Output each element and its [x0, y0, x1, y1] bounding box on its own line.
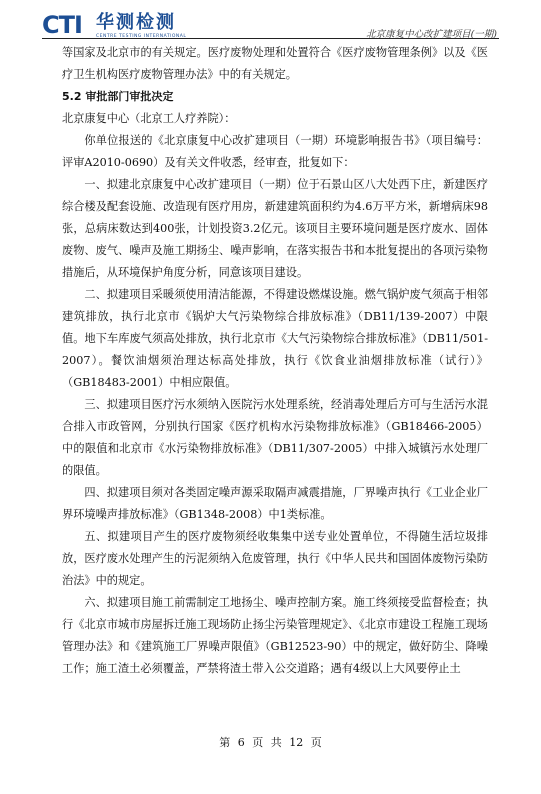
page-header [0, 0, 541, 44]
page-label: 第 [219, 736, 231, 749]
addressee: 北京康复中心（北京工人疗养院）： [62, 112, 236, 125]
logo-cti-text: CTI [42, 11, 82, 39]
header-divider [42, 38, 499, 39]
document-title: 北京康复中心改扩建项目(一期) [366, 29, 497, 40]
page-total: 12 [289, 736, 304, 749]
page-label: 页 [310, 736, 322, 749]
paragraph-item-4: 四、拟建项目须对各类固定噪声源采取隔声减震措施，厂界噪声执行《工业企业厂界环境噪声排放标准》（GB1348-2008）中1类标准。 [62, 486, 488, 521]
page-body [62, 42, 488, 680]
logo-chinese-name: 华测检测 [96, 12, 176, 33]
paragraph-item-2: 二、拟建项目采暖须使用清洁能源，不得建设燃煤设施。燃气锅炉废气须高于相邻建筑排放，执行北京市《锅炉大气污染物综合排放标准》（DB11/139-2007）中限值。地下车库废气须高处排放，执行北京市《大气污染物综合排放标准》（DB11/501-2007）。餐饮油烟须治理达标高处排放，执行《饮食业油烟排放标准（试行）》（GB18483-2001）中相应限值。 [62, 288, 488, 389]
paragraph-intro: 你单位报送的《北京康复中心改扩建项目（一期）环境影响报告书》（项目编号：评审A2010-0690）及有关文件收悉，经审查，批复如下： [62, 134, 488, 169]
paragraph-item-1: 一、拟建北京康复中心改扩建项目（一期）位于石景山区八大处西下庄，新建医疗综合楼及配套设施、改造现有医疗用房，新建建筑面积约为4.6万平方米，新增病床98张，总病床数达到400张，计划投资3.2亿元。该项目主要环境问题是医疗废水、固体废物、废气、噪声及施工期扬尘、噪声影响，在落实报告书和本批复提出的各项污染物措施后，从环境保护角度分析，同意该项目建设。 [62, 178, 488, 279]
section-heading: 5.2 审批部门审批决定 [62, 90, 174, 103]
logo-wordmark [96, 13, 186, 39]
logo-english-name: CENTRE TESTING INTERNATIONAL [96, 34, 187, 39]
page-footer [0, 734, 541, 750]
page-label: 页 [252, 736, 264, 749]
paragraph-item-6: 六、拟建项目施工前需制定工地扬尘、噪声控制方案。施工终须接受监督检查；执行《北京市城市房屋拆迁施工现场防止扬尘污染管理规定》、《北京市建设工程施工现场管理办法》和《建筑施工厂界噪声限值》（GB12523-90）中的规定，做好防尘、降噪工作；施工渣土必须覆盖，严禁将渣土带入公交道路；遇有4级以上大风要停止土 [62, 596, 488, 675]
page-current: 6 [237, 736, 245, 749]
paragraph-continued: 等国家及北京市的有关规定。医疗废物处理和处置符合《医疗废物管理条例》以及《医疗卫生机构医疗废物管理办法》中的有关规定。 [62, 46, 488, 81]
page-label: 共 [270, 736, 282, 749]
paragraph-item-3: 三、拟建项目医疗污水须纳入医院污水处理系统，经消毒处理后方可与生活污水混合排入市政管网，分别执行国家《医疗机构水污染物排放标准》（GB18466-2005）中的限值和北京市《水污染物排放标准》（DB11/307-2005）中排入城镇污水处理厂的限值。 [62, 398, 488, 477]
paragraph-item-5: 五、拟建项目产生的医疗废物须经收集集中送专业处置单位，不得随生活垃圾排放，医疗废水处理产生的污泥须纳入危废管理，执行《中华人民共和国固体废物污染防治法》中的规定。 [62, 530, 488, 587]
